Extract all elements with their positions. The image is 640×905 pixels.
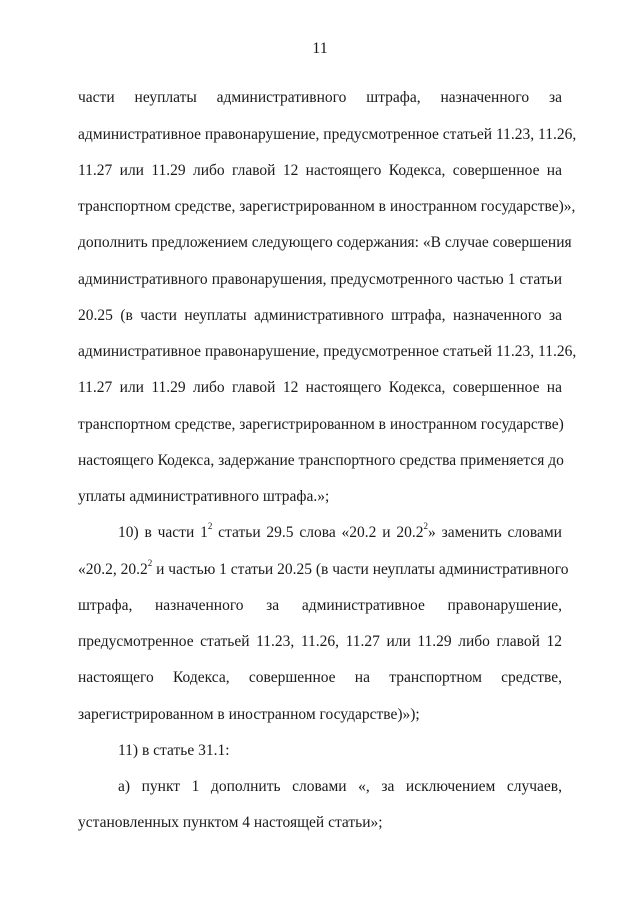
text-line: настоящего Кодекса, совершенное на транспортном средстве, [78, 669, 562, 686]
text-line: административного правонарушения, предусмотренного частью 1 статьи [78, 271, 562, 288]
text-line: настоящего Кодекса, задержание транспортного средства применяется до [78, 452, 564, 469]
text-line [78, 557, 569, 580]
text-line: административное правонарушение, предусмотренное статьей 11.23, 11.26, [78, 126, 577, 143]
text-line [118, 520, 562, 543]
text-line: 20.25 (в части неуплаты административного штрафа, назначенного за [78, 307, 562, 324]
text-line: дополнить предложением следующего содержания: «В случае совершения [78, 234, 572, 251]
superscript: 2 [207, 520, 213, 531]
text-line: 11.27 или 11.29 либо главой 12 настоящего Кодекса, совершенное на [78, 379, 562, 396]
superscript: 2 [147, 557, 153, 568]
text-line: зарегистрированном в иностранном государстве)»); [78, 706, 420, 723]
text-run: и частью 1 статьи 20.25 (в части неуплаты административного [152, 561, 569, 578]
text-line: 11.27 или 11.29 либо главой 12 настоящего Кодекса, совершенное на [78, 162, 562, 179]
text-line: 11) в статье 31.1: [118, 742, 230, 759]
text-line: предусмотренное статьей 11.23, 11.26, 11.27 или 11.29 либо главой 12 [78, 633, 562, 650]
text-line: транспортном средстве, зарегистрированном в иностранном государстве) [78, 416, 564, 433]
text-run: «20.2, 20.2 [78, 561, 148, 578]
text-line: транспортном средстве, зарегистрированном в иностранном государстве)», [78, 198, 576, 215]
text-run: 10) в части 1 [118, 524, 208, 541]
text-line: установленных пунктом 4 настоящей статьи»; [78, 814, 383, 831]
text-run: » заменить словами [428, 524, 562, 541]
text-line: уплаты административного штрафа.»; [78, 488, 330, 505]
text-line: штрафа, назначенного за административное правонарушение, [78, 597, 562, 614]
superscript: 2 [423, 520, 428, 531]
text-run: статьи 29.5 слова «20.2 и 20.2 [212, 524, 424, 541]
text-line: части неуплаты административного штрафа, назначенного за [78, 89, 562, 106]
text-line: а) пункт 1 дополнить словами «, за исключением случаев, [118, 778, 562, 795]
text-line: административное правонарушение, предусмотренное статьей 11.23, 11.26, [78, 343, 577, 360]
page-number: 11 [312, 40, 328, 57]
